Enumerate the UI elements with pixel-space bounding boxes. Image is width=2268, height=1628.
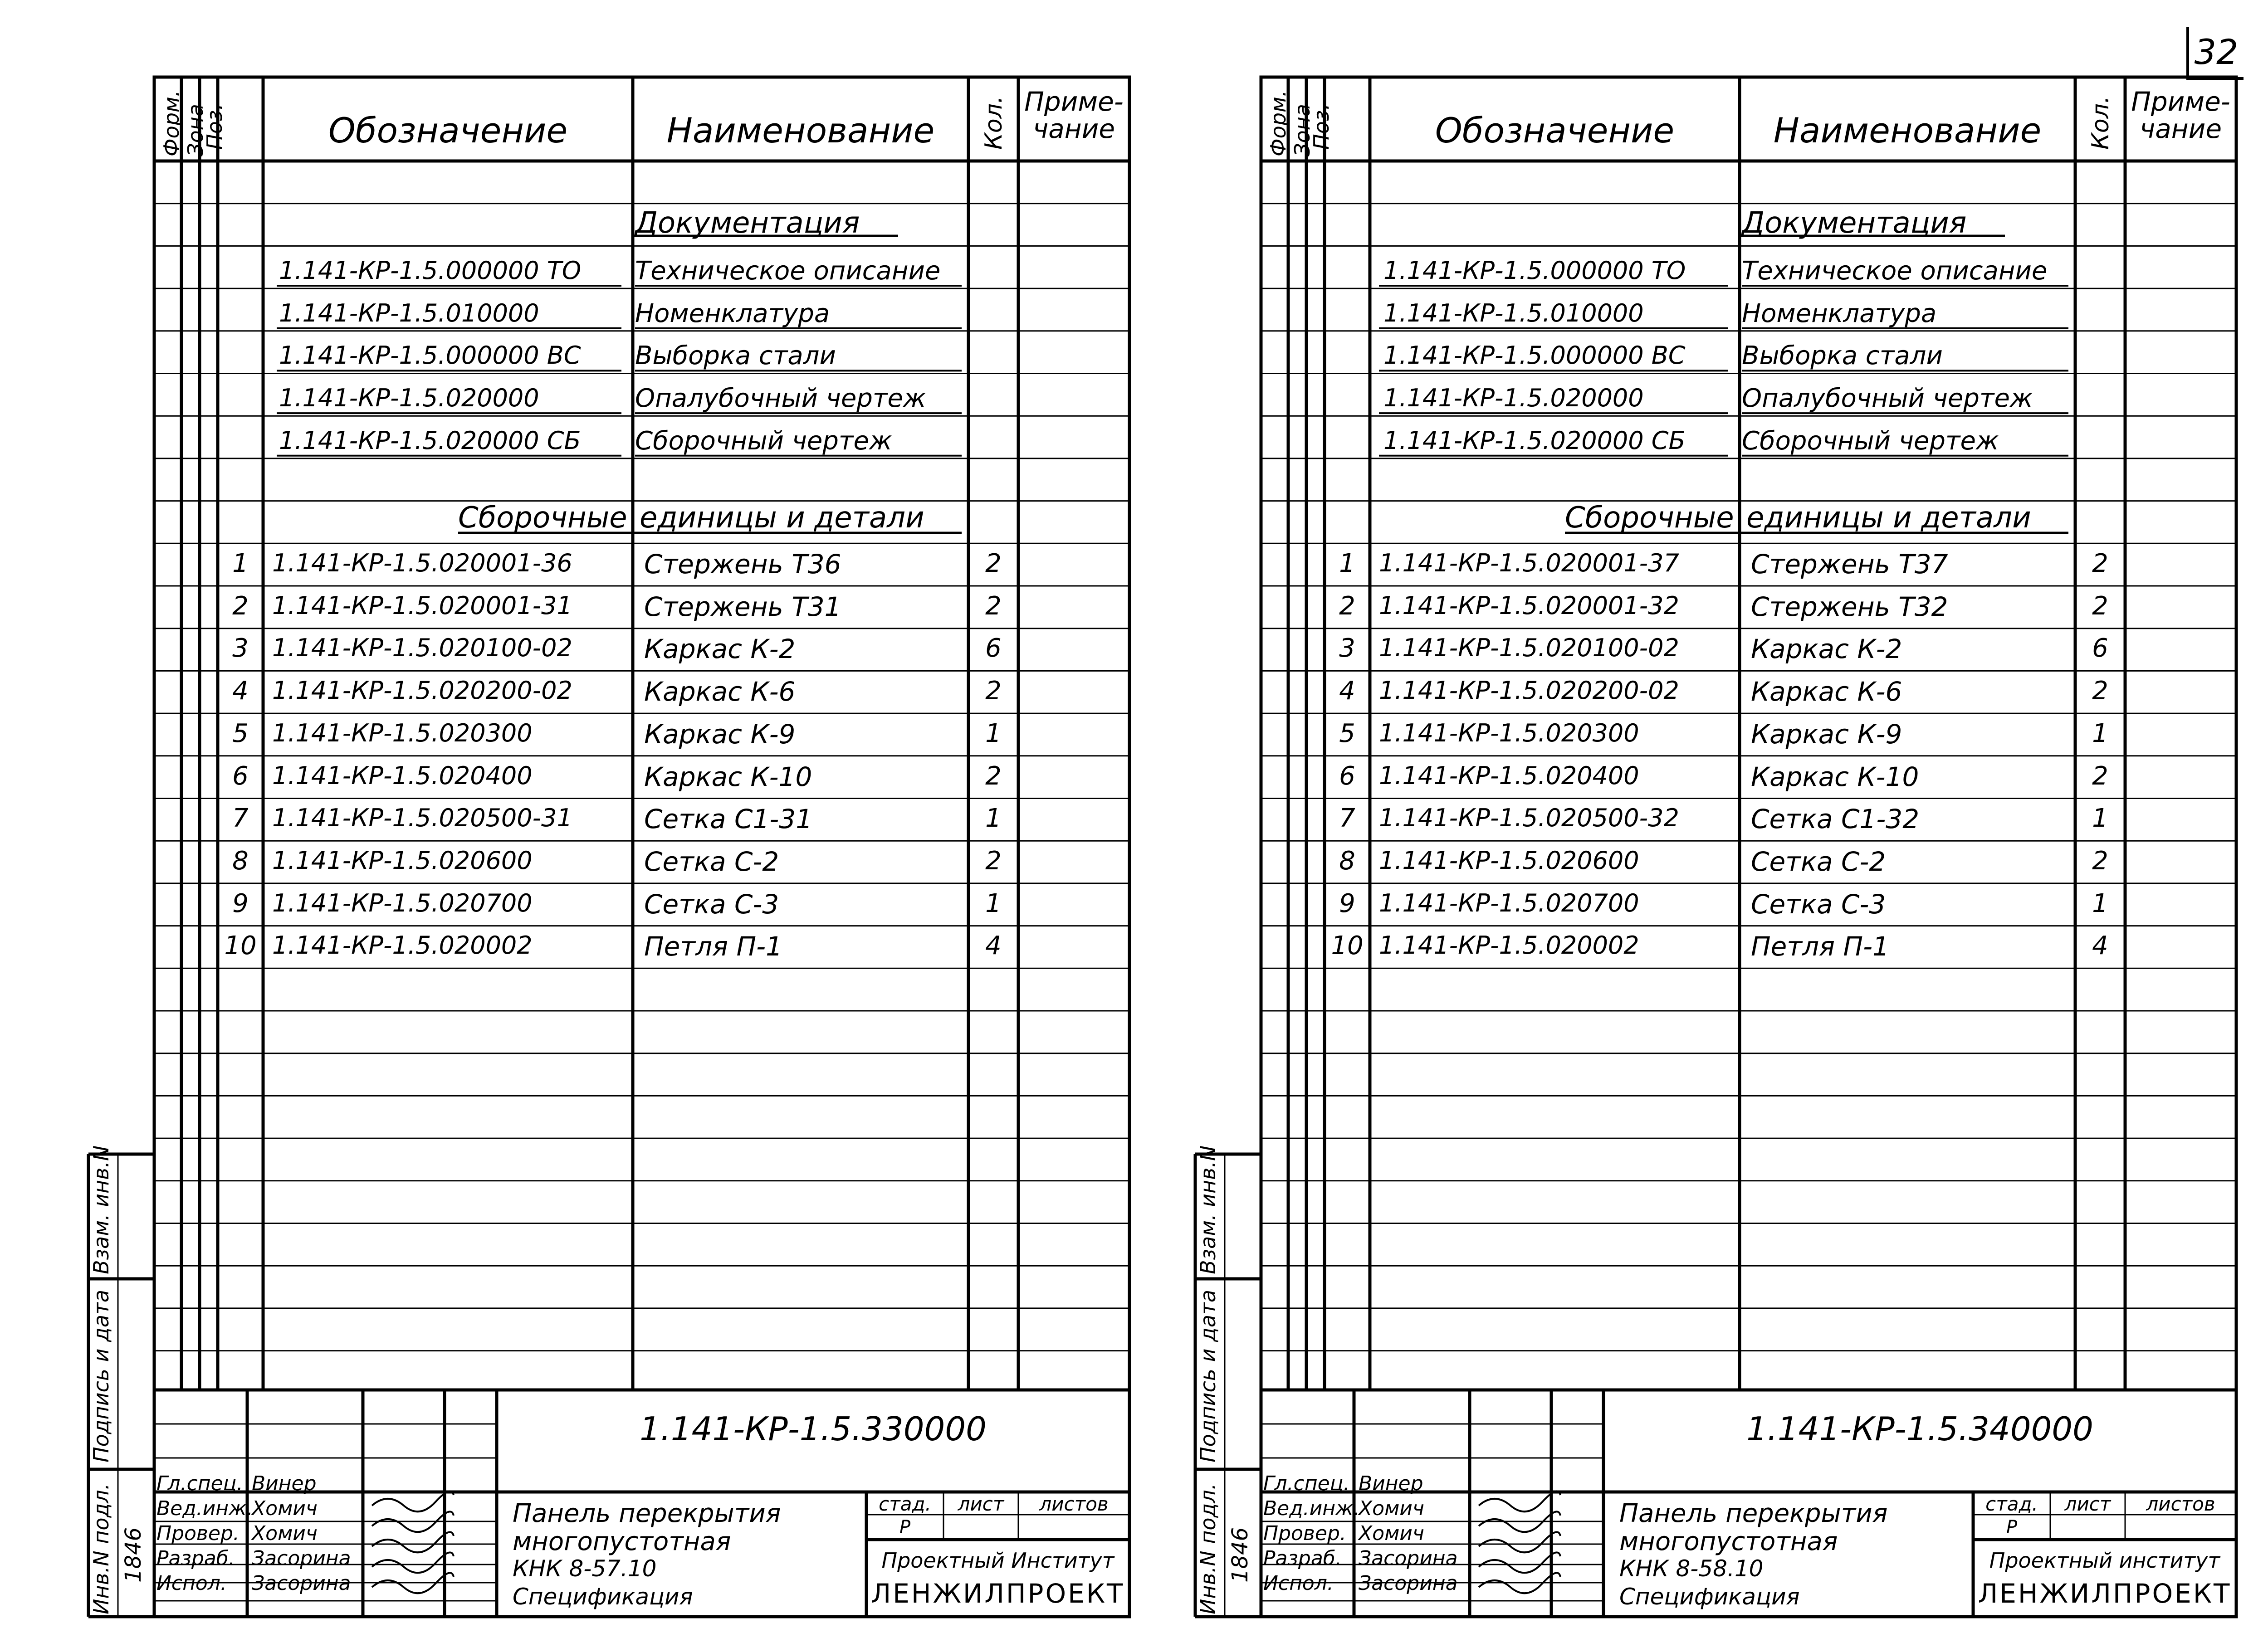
doc-name: Номенклатура xyxy=(1742,298,1937,328)
item-name: Сетка С1-31 xyxy=(644,804,813,835)
item-pos: 6 xyxy=(1339,761,1355,791)
page-number: 32 xyxy=(2186,27,2244,80)
title-line: Спецификация xyxy=(513,1584,693,1610)
role-label: Разраб. xyxy=(1263,1547,1342,1570)
role-person: Засорина xyxy=(1359,1572,1458,1595)
item-qty: 2 xyxy=(2092,591,2108,621)
item-pos: 4 xyxy=(1339,676,1355,706)
header-designation: Обозначение xyxy=(1435,110,1675,151)
item-qty: 2 xyxy=(985,846,1002,876)
stamp-inv-orig: Инв.N подл. xyxy=(1196,1483,1220,1614)
doc-designation: 1.141-КР-1.5.010000 xyxy=(1383,298,1644,327)
item-qty: 2 xyxy=(985,676,1002,706)
role-person: Хомич xyxy=(1359,1522,1424,1545)
item-name: Сетка С-3 xyxy=(1751,888,1886,920)
item-pos: 4 xyxy=(232,676,249,706)
item-pos: 10 xyxy=(224,931,257,961)
header-zone: Зона xyxy=(1290,104,1315,156)
header-name: Наименование xyxy=(666,110,935,151)
doc-name: Выборка стали xyxy=(635,341,836,371)
role-person: Хомич xyxy=(252,1522,318,1545)
item-designation: 1.141-КР-1.5.020400 xyxy=(272,761,533,790)
item-name: Каркас К-6 xyxy=(1751,676,1902,707)
item-name: Сетка С-2 xyxy=(1751,846,1886,877)
item-designation: 1.141-КР-1.5.020500-31 xyxy=(272,804,572,833)
header-note-2: чание xyxy=(2139,113,2222,144)
role-label: Вед.инж. xyxy=(1263,1497,1360,1520)
role-person: Засорина xyxy=(1359,1547,1458,1570)
role-person: Винер xyxy=(1359,1472,1423,1495)
signature-mark xyxy=(372,1491,454,1511)
header-note-1: Приме- xyxy=(2131,86,2230,117)
header-note-2: чание xyxy=(1032,113,1115,144)
item-qty: 2 xyxy=(2092,761,2108,791)
doc-name: Сборочный чертеж xyxy=(635,426,892,456)
item-designation: 1.141-КР-1.5.020200-02 xyxy=(1379,676,1679,705)
title-line: КНК 8-58.10 xyxy=(1619,1555,1764,1582)
header-form: Форм. xyxy=(159,90,184,156)
stamp-inv-value: 1846 xyxy=(121,1527,146,1583)
item-pos: 7 xyxy=(1339,804,1355,833)
doc-name: Сборочный чертеж xyxy=(1742,426,1999,456)
header-pos: Поз. xyxy=(202,103,227,150)
role-label: Провер. xyxy=(156,1522,240,1545)
item-pos: 2 xyxy=(1339,591,1355,621)
header-designation: Обозначение xyxy=(328,110,568,151)
signature-mark xyxy=(372,1532,454,1552)
doc-name: Техническое описание xyxy=(1742,256,2048,286)
item-qty: 4 xyxy=(2092,931,2108,961)
role-person: Хомич xyxy=(252,1497,318,1520)
org-line-1: Проектный Институт xyxy=(881,1548,1114,1573)
item-designation: 1.141-КР-1.5.020500-32 xyxy=(1379,804,1679,833)
title-line: многопустотная xyxy=(1619,1527,1838,1556)
item-pos: 1 xyxy=(1339,549,1355,578)
stamp-vzam: Взам. инв.N xyxy=(1196,1145,1220,1274)
signature-mark xyxy=(1479,1491,1560,1511)
spec-sheet-2 xyxy=(1107,0,2259,1628)
item-qty: 2 xyxy=(2092,676,2108,706)
sheet-label: лист xyxy=(958,1493,1004,1515)
item-qty: 2 xyxy=(985,761,1002,791)
item-name: Каркас К-2 xyxy=(644,634,796,665)
item-name: Каркас К-9 xyxy=(1751,718,1902,750)
doc-name: Номенклатура xyxy=(635,298,830,328)
title-line: Панель перекрытия xyxy=(1619,1499,1888,1528)
header-zone: Зона xyxy=(183,104,208,156)
role-label: Испол. xyxy=(1263,1572,1334,1595)
doc-designation: 1.141-КР-1.5.020000 СБ xyxy=(279,426,581,455)
stage-label: стад. xyxy=(1985,1493,2038,1515)
header-qty: Кол. xyxy=(980,96,1007,150)
item-qty: 1 xyxy=(985,804,1002,833)
section-documentation: Документация xyxy=(1742,206,1967,240)
item-designation: 1.141-КР-1.5.020002 xyxy=(272,931,533,960)
item-pos: 10 xyxy=(1331,931,1364,961)
item-qty: 1 xyxy=(985,888,1002,918)
signature-mark xyxy=(1479,1552,1560,1573)
item-qty: 2 xyxy=(985,591,1002,621)
item-designation: 1.141-КР-1.5.020300 xyxy=(1379,718,1639,747)
item-name: Петля П-1 xyxy=(1751,931,1889,962)
doc-name: Выборка стали xyxy=(1742,341,1943,371)
doc-name: Опалубочный чертеж xyxy=(635,384,926,414)
role-label: Разраб. xyxy=(156,1547,235,1570)
doc-name: Опалубочный чертеж xyxy=(1742,384,2033,414)
doc-designation: 1.141-КР-1.5.020000 xyxy=(279,384,539,413)
item-name: Сетка С-3 xyxy=(644,888,779,920)
role-person: Винер xyxy=(252,1472,317,1495)
item-pos: 2 xyxy=(232,591,249,621)
item-name: Каркас К-10 xyxy=(644,761,812,792)
item-qty: 2 xyxy=(2092,846,2108,876)
role-label: Испол. xyxy=(156,1572,227,1595)
item-qty: 2 xyxy=(985,549,1002,578)
item-name: Стержень Т37 xyxy=(1751,549,1948,580)
header-qty: Кол. xyxy=(2087,96,2114,150)
item-pos: 7 xyxy=(232,804,249,833)
item-pos: 6 xyxy=(232,761,249,791)
item-name: Сетка С-2 xyxy=(644,846,779,877)
item-designation: 1.141-КР-1.5.020300 xyxy=(272,718,533,747)
signature-mark xyxy=(1479,1532,1560,1552)
stamp-inv-value: 1846 xyxy=(1227,1527,1253,1583)
item-pos: 3 xyxy=(1339,634,1355,663)
section-assembly-right: единицы и детали xyxy=(640,501,924,535)
stamp-inv-orig: Инв.N подл. xyxy=(89,1483,113,1614)
role-label: Гл.спец. xyxy=(156,1472,243,1495)
item-designation: 1.141-КР-1.5.020100-02 xyxy=(1379,634,1679,663)
doc-designation: 1.141-КР-1.5.020000 СБ xyxy=(1383,426,1686,455)
doc-designation: 1.141-КР-1.5.000000 ВС xyxy=(1383,341,1686,370)
org-line-2: ЛЕНЖИЛПРОЕКТ xyxy=(1978,1578,2232,1609)
item-name: Сетка С1-32 xyxy=(1751,804,1920,835)
section-assembly-left: Сборочные xyxy=(1565,501,1734,535)
doc-name: Техническое описание xyxy=(635,256,941,286)
stage-value: Р xyxy=(2006,1517,2018,1538)
header-pos: Поз. xyxy=(1309,103,1334,150)
item-qty: 1 xyxy=(2092,718,2108,748)
sheets-label: листов xyxy=(2146,1493,2215,1515)
item-pos: 8 xyxy=(232,846,249,876)
item-name: Петля П-1 xyxy=(644,931,782,962)
item-name: Каркас К-10 xyxy=(1751,761,1919,792)
item-pos: 1 xyxy=(232,549,249,578)
item-name: Стержень Т36 xyxy=(644,549,841,580)
sheets-label: листов xyxy=(1039,1493,1109,1515)
item-designation: 1.141-КР-1.5.020700 xyxy=(272,888,533,917)
section-documentation: Документация xyxy=(635,206,860,240)
item-qty: 1 xyxy=(985,718,1002,748)
header-name: Наименование xyxy=(1773,110,2042,151)
item-designation: 1.141-КР-1.5.020001-37 xyxy=(1379,549,1679,577)
header-note-1: Приме- xyxy=(1024,86,1124,117)
item-pos: 5 xyxy=(1339,718,1355,748)
doc-designation: 1.141-КР-1.5.010000 xyxy=(279,298,539,327)
doc-designation: 1.141-КР-1.5.000000 ТО xyxy=(279,256,582,285)
item-pos: 5 xyxy=(232,718,249,748)
role-person: Хомич xyxy=(1359,1497,1424,1520)
item-pos: 9 xyxy=(232,888,249,918)
signature-mark xyxy=(372,1552,454,1573)
item-designation: 1.141-КР-1.5.020002 xyxy=(1379,931,1639,960)
title-line: Спецификация xyxy=(1619,1584,1800,1610)
section-assembly-right: единицы и детали xyxy=(1746,501,2031,535)
role-label: Вед.инж. xyxy=(156,1497,253,1520)
doc-designation: 1.141-КР-1.5.020000 xyxy=(1383,384,1644,413)
item-designation: 1.141-КР-1.5.020001-36 xyxy=(272,549,572,577)
title-code: 1.141-КР-1.5.340000 xyxy=(1746,1410,2093,1448)
item-name: Каркас К-6 xyxy=(644,676,796,707)
title-line: многопустотная xyxy=(513,1527,731,1556)
sheet-label: лист xyxy=(2064,1493,2111,1515)
item-designation: 1.141-КР-1.5.020700 xyxy=(1379,888,1639,917)
item-designation: 1.141-КР-1.5.020100-02 xyxy=(272,634,572,663)
org-line-2: ЛЕНЖИЛПРОЕКТ xyxy=(871,1578,1125,1609)
item-qty: 6 xyxy=(985,634,1002,663)
stamp-sign-date: Подпись и дата xyxy=(89,1289,113,1462)
item-designation: 1.141-КР-1.5.020001-32 xyxy=(1379,591,1679,620)
item-designation: 1.141-КР-1.5.020200-02 xyxy=(272,676,572,705)
doc-designation: 1.141-КР-1.5.000000 ВС xyxy=(279,341,581,370)
item-designation: 1.141-КР-1.5.020600 xyxy=(1379,846,1639,875)
role-person: Засорина xyxy=(252,1547,351,1570)
item-qty: 1 xyxy=(2092,804,2108,833)
item-pos: 3 xyxy=(232,634,249,663)
item-pos: 8 xyxy=(1339,846,1355,876)
role-label: Гл.спец. xyxy=(1263,1472,1350,1495)
item-qty: 4 xyxy=(985,931,1002,961)
org-line-1: Проектный институт xyxy=(1989,1548,2220,1573)
item-name: Каркас К-9 xyxy=(644,718,796,750)
item-pos: 9 xyxy=(1339,888,1355,918)
section-assembly-left: Сборочные xyxy=(458,501,627,535)
item-name: Каркас К-2 xyxy=(1751,634,1902,665)
title-line: Панель перекрытия xyxy=(513,1499,781,1528)
item-name: Стержень Т31 xyxy=(644,591,841,622)
role-person: Засорина xyxy=(252,1572,351,1595)
header-form: Форм. xyxy=(1266,90,1290,156)
item-name: Стержень Т32 xyxy=(1751,591,1948,622)
doc-designation: 1.141-КР-1.5.000000 ТО xyxy=(1383,256,1686,285)
item-qty: 1 xyxy=(2092,888,2108,918)
stage-label: стад. xyxy=(879,1493,931,1515)
item-designation: 1.141-КР-1.5.020600 xyxy=(272,846,533,875)
stage-value: Р xyxy=(899,1517,911,1538)
item-designation: 1.141-КР-1.5.020001-31 xyxy=(272,591,572,620)
item-qty: 2 xyxy=(2092,549,2108,578)
item-designation: 1.141-КР-1.5.020400 xyxy=(1379,761,1639,790)
stamp-vzam: Взам. инв.N xyxy=(89,1145,113,1274)
title-code: 1.141-КР-1.5.330000 xyxy=(640,1410,987,1448)
stamp-sign-date: Подпись и дата xyxy=(1196,1289,1220,1462)
role-label: Провер. xyxy=(1263,1522,1346,1545)
item-qty: 6 xyxy=(2092,634,2108,663)
title-line: КНК 8-57.10 xyxy=(513,1555,657,1582)
